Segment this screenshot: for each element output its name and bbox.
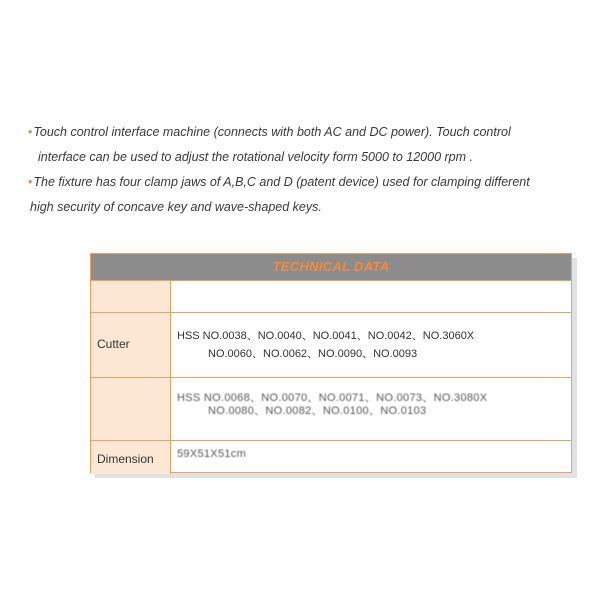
row-value [177, 327, 565, 363]
bullet-icon: • [28, 125, 33, 139]
table-title: TECHNICAL DATA [91, 254, 571, 280]
cutter-2-line-1: HSS NO.0068、NO.0070、NO.0071、NO.0073、NO.3080X [177, 392, 488, 404]
bullet-1 [28, 120, 588, 170]
row-value: 59X51X51cm [177, 448, 247, 460]
technical-data-table [90, 253, 572, 473]
table-row-dimension [91, 440, 571, 474]
cutter-line-2: NO.0060、NO.0062、NO.0090、NO.0093 [208, 348, 418, 360]
technical-data-card [90, 253, 572, 473]
cutter-line-1: HSS NO.0038、NO.0040、NO.0041、NO.0042、NO.3060X [177, 330, 475, 342]
bullet-2-line-1: The fixture has four clamp jaws of A,B,C and D (patent device) used for clamping different [33, 175, 530, 189]
bullet-1-line-2: interface can be used to adjust the rotational velocity form 5000 to 12000 rpm . [38, 150, 473, 164]
row-label [91, 281, 171, 312]
bullet-1-line-1: Touch control interface machine (connects with both AC and DC power). Touch control [33, 125, 511, 139]
row-label-text: Cutter [97, 337, 130, 351]
row-label [91, 378, 171, 440]
intro-text [28, 120, 588, 220]
table-row-empty [91, 280, 571, 312]
table-row-cutter [91, 312, 571, 377]
row-label [91, 441, 171, 474]
row-label-text: Dimension [97, 452, 154, 466]
bullet-2 [28, 170, 588, 220]
bullet-2-line-2: high security of concave key and wave-shaped keys. [30, 200, 322, 214]
row-value [177, 392, 565, 418]
table-row-cutter-2 [91, 377, 571, 440]
cutter-2-line-2: NO.0080、NO.0082、NO.0100、NO.0103 [208, 405, 427, 417]
bullet-icon: • [28, 175, 33, 189]
row-label [91, 313, 171, 377]
